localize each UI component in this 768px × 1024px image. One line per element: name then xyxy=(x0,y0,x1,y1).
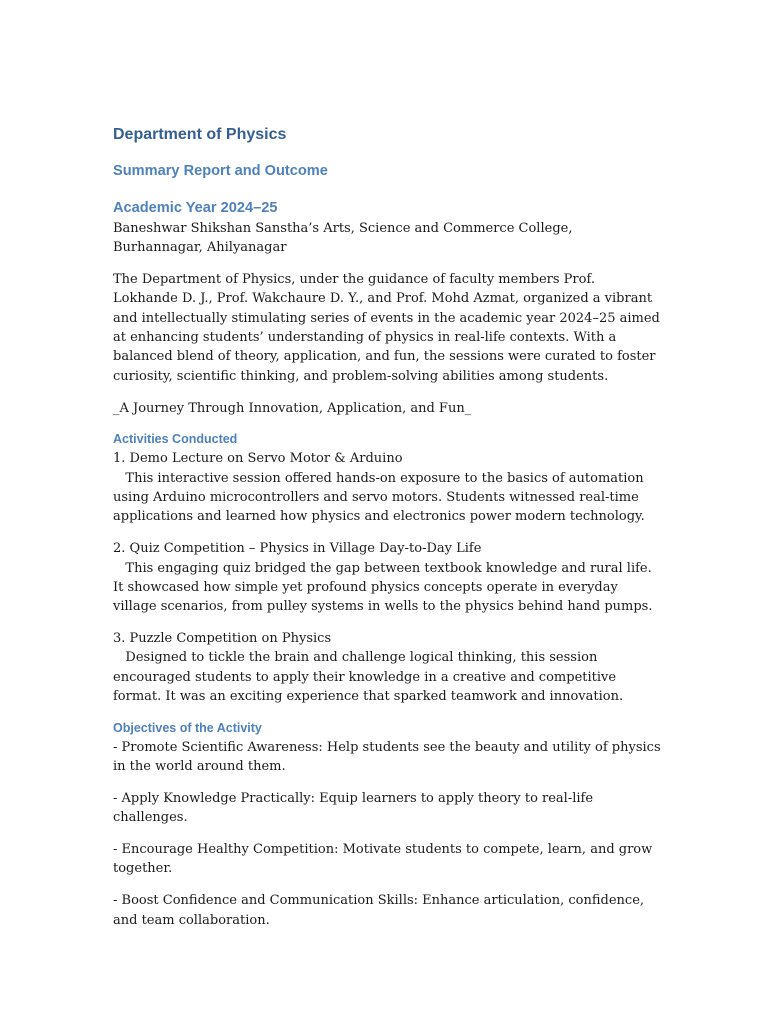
document-title: Department of Physics xyxy=(113,126,287,143)
activity-title: 2. Quiz Competition – Physics in Village Day-to-Day Life xyxy=(113,541,482,557)
objective-item: - Boost Confidence and Communication Skills: Enhance articulation, confidence, and team collaboration. xyxy=(113,893,645,928)
activity-description: Designed to tickle the brain and challenge logical thinking, this session encouraged students to apply their knowledge in a creative and competitive format. It was an exciting experience that sparked teamwork and innovation. xyxy=(113,650,624,704)
academic-year-heading: Academic Year 2024–25 xyxy=(113,200,278,216)
activity-item xyxy=(113,629,661,706)
activity-item xyxy=(113,449,661,526)
activity-description: This engaging quiz bridged the gap between textbook knowledge and rural life. It showcased how simple yet profound physics concepts operate in everyday village scenarios, from pulley systems in wells to the physics behind hand pumps. xyxy=(113,560,656,615)
objective-item: - Promote Scientific Awareness: Help students see the beauty and utility of physics in the world around them. xyxy=(113,739,661,775)
activity-title: 1. Demo Lecture on Servo Motor & Arduino xyxy=(113,451,403,467)
objectives-heading: Objectives of the Activity xyxy=(113,720,262,735)
document-page xyxy=(113,124,661,943)
activity-description: This interactive session offered hands-on exposure to the basics of automation using Arduino microcontrollers and servo motors. Students witnessed real-time applications and learned how physics and electronics power modern technology. xyxy=(113,470,648,525)
objective-item: - Encourage Healthy Competition: Motivate students to compete, learn, and grow together. xyxy=(113,842,653,877)
activity-title: 3. Puzzle Competition on Physics xyxy=(113,631,332,647)
document-subtitle: Summary Report and Outcome xyxy=(113,163,328,179)
tagline: _A Journey Through Innovation, Application, and Fun_ xyxy=(113,400,472,416)
activity-item xyxy=(113,539,661,616)
college-name: Baneshwar Shikshan Sanstha’s Arts, Science and Commerce College, Burhannagar, Ahilyanagar xyxy=(113,221,573,256)
objective-item: - Apply Knowledge Practically: Equip learners to apply theory to real-life challenges. xyxy=(113,790,594,826)
intro-paragraph: The Department of Physics, under the guidance of faculty members Prof. Lokhande D. J., Prof. Wakchaure D. Y., and Prof. Mohd Azmat, organized a vibrant and intellectually stimulating series of events in the academic year 2024–25 aimed at enhancing students’ understanding of physics in real-life contexts. With a balanced blend of theory, application, and fun, the sessions were curated to foster curiosity, scientific thinking, and problem-solving abilities among students. xyxy=(113,272,660,384)
activities-heading: Activities Conducted xyxy=(113,432,238,447)
